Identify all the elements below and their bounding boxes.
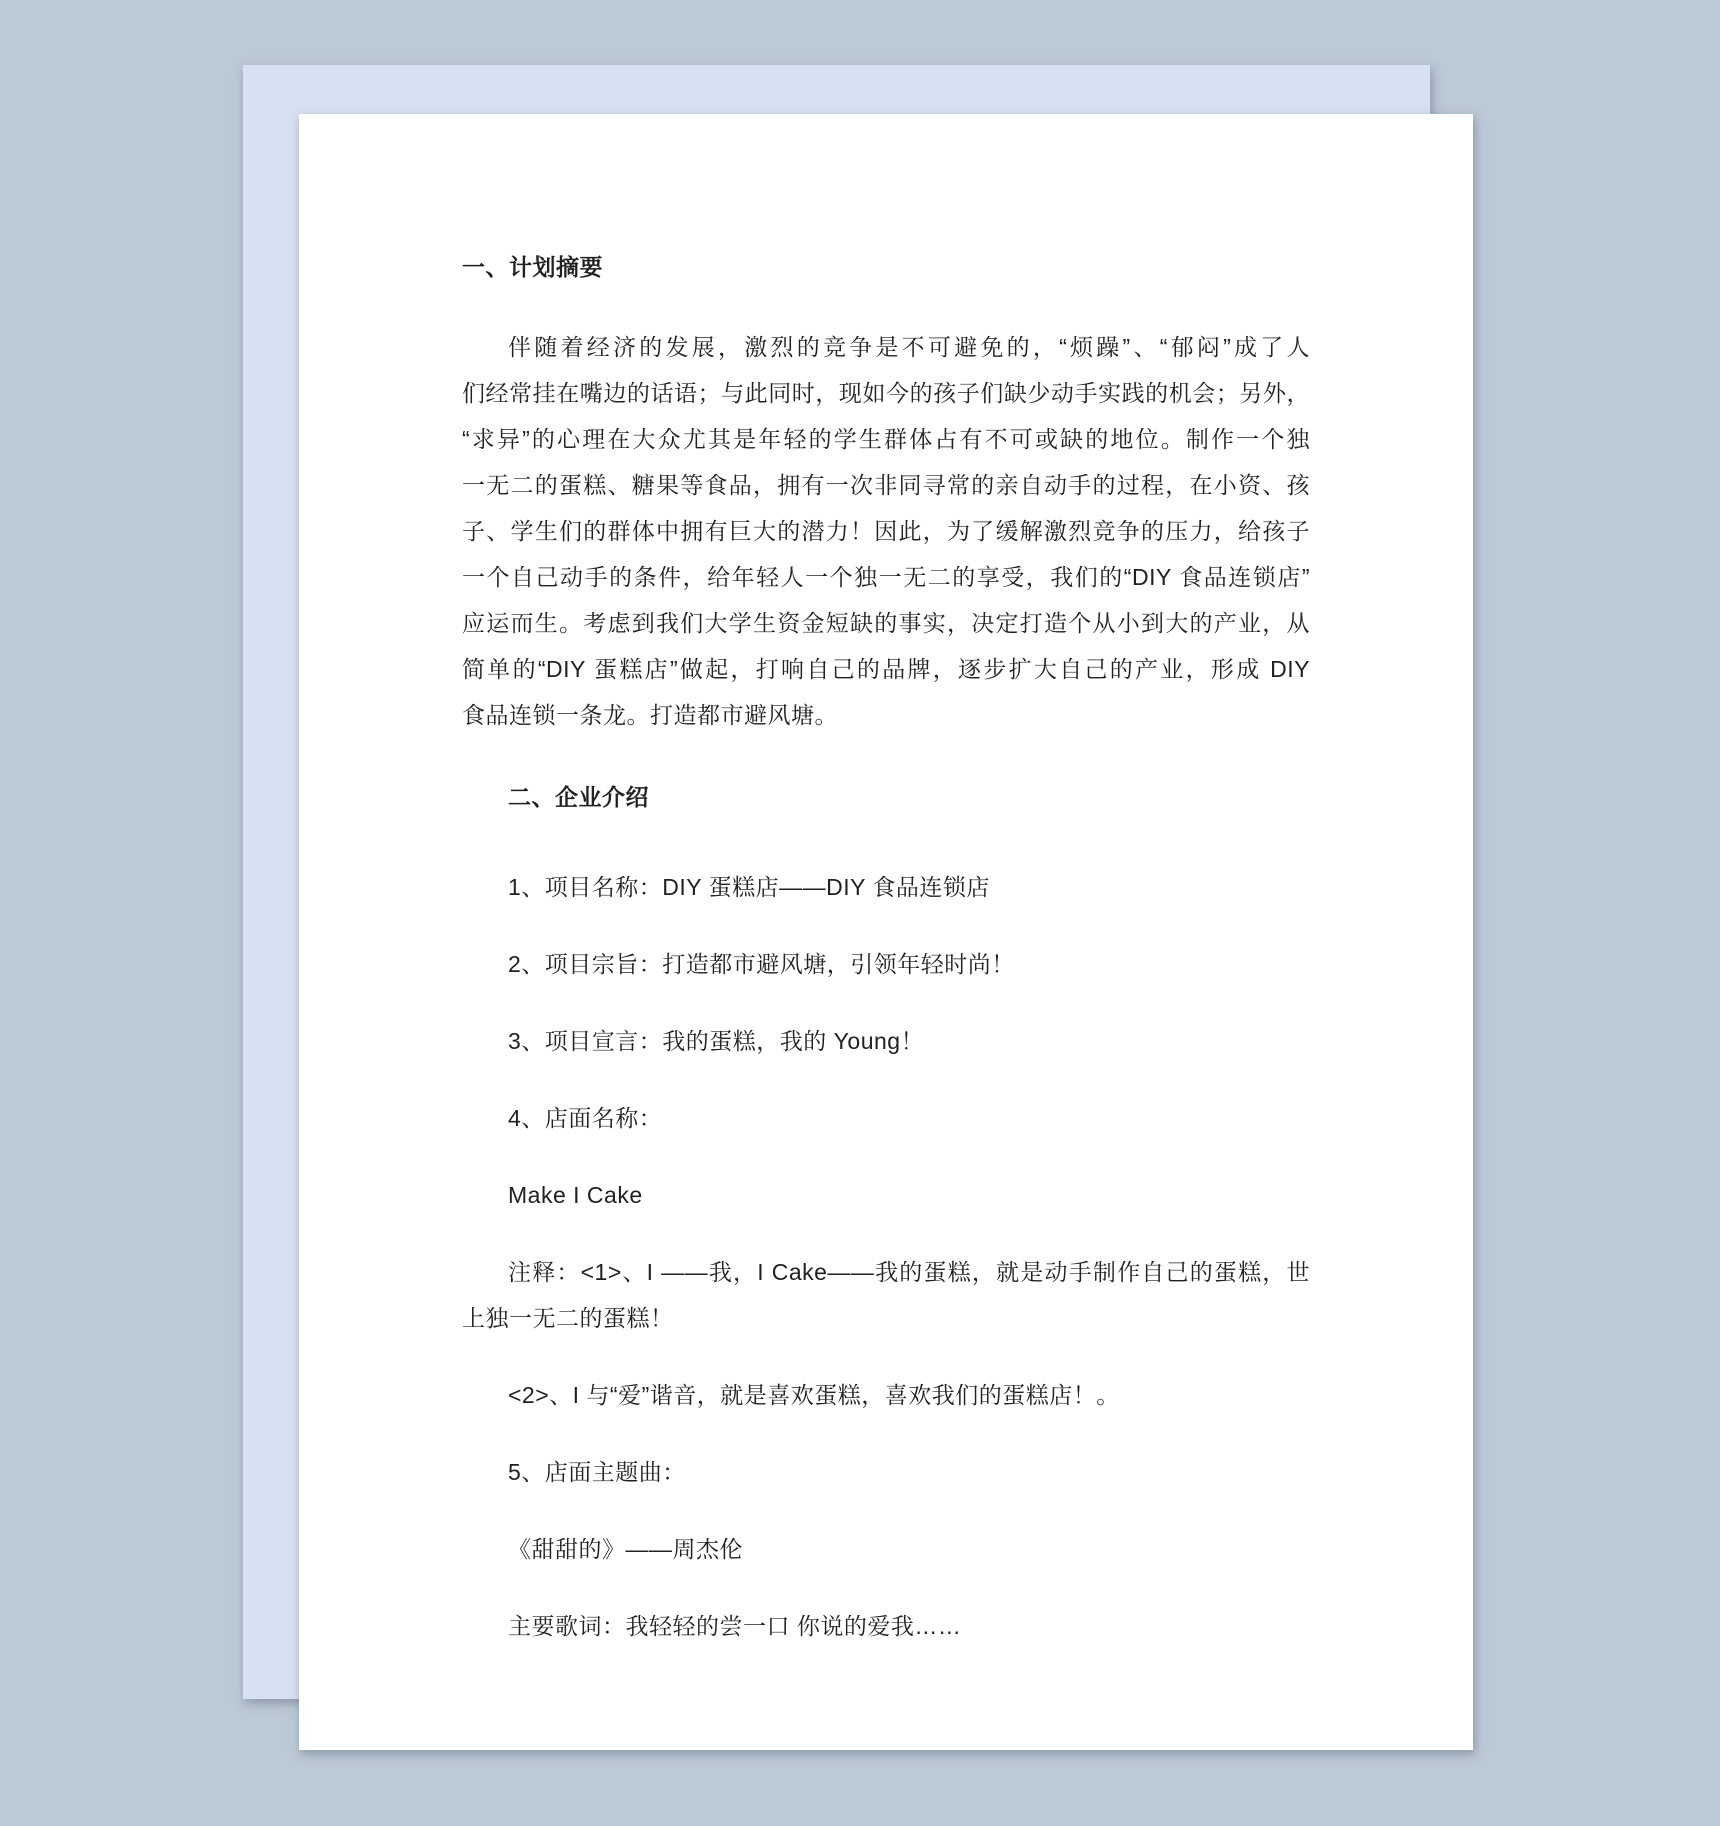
paragraph-line: 一无二的蛋糕、糖果等食品，拥有一次非同寻常的亲自动手的过程，在小资、孩 bbox=[462, 472, 1310, 498]
paragraph-line: 主要歌词：我轻轻的尝一口 你说的爱我…… bbox=[508, 1613, 962, 1639]
paragraph bbox=[462, 1172, 1310, 1218]
paragraph-line: 食品连锁一条龙。打造都市避风塘。 bbox=[462, 702, 838, 728]
section-heading-plan-summary: 一、计划摘要 bbox=[462, 254, 603, 280]
paragraph-line: 伴随着经济的发展，激烈的竞争是不可避免的，“烦躁”、“郁闷”成了人 bbox=[508, 334, 1310, 360]
paragraph bbox=[462, 941, 1310, 987]
section-heading-company-intro: 二、企业介绍 bbox=[508, 784, 649, 810]
paragraph-line: Make I Cake bbox=[508, 1182, 643, 1208]
paragraph-line: 5、店面主题曲： bbox=[508, 1459, 686, 1485]
paragraph-line: 《甜甜的》——周杰伦 bbox=[508, 1536, 743, 1562]
summary-paragraph bbox=[462, 324, 1310, 738]
body-paragraphs bbox=[462, 864, 1310, 1649]
paragraph bbox=[462, 1449, 1310, 1495]
paragraph-line: “求异”的心理在大众尤其是年轻的学生群体占有不可或缺的地位。制作一个独 bbox=[462, 426, 1310, 452]
paragraph-line: 一个自己动手的条件，给年轻人一个独一无二的享受，我们的“DIY 食品连锁店” bbox=[462, 564, 1310, 590]
paragraph-line: 4、店面名称： bbox=[508, 1105, 663, 1131]
paragraph bbox=[462, 1018, 1310, 1064]
paragraph-line: 们经常挂在嘴边的话语；与此同时，现如今的孩子们缺少动手实践的机会；另外， bbox=[462, 380, 1310, 406]
paragraph-line: <2>、I 与“爱”谐音，就是喜欢蛋糕，喜欢我们的蛋糕店！。 bbox=[508, 1382, 1120, 1408]
paragraph-line: 1、项目名称：DIY 蛋糕店——DIY 食品连锁店 bbox=[508, 874, 990, 900]
paragraph-line: 注释：<1>、I ——我，I Cake——我的蛋糕，就是动手制作自己的蛋糕，世 bbox=[508, 1259, 1310, 1285]
paragraph bbox=[462, 1526, 1310, 1572]
paragraph bbox=[462, 864, 1310, 910]
paragraph-line: 2、项目宗旨：打造都市避风塘，引领年轻时尚！ bbox=[508, 951, 1015, 977]
paragraph-line: 3、项目宣言：我的蛋糕，我的 Young！ bbox=[508, 1028, 925, 1054]
paragraph bbox=[462, 1249, 1310, 1341]
paragraph bbox=[462, 1372, 1310, 1418]
paragraph-line: 子、学生们的群体中拥有巨大的潜力！因此，为了缓解激烈竞争的压力，给孩子 bbox=[462, 518, 1310, 544]
paragraph bbox=[462, 1603, 1310, 1649]
paragraph-line: 上独一无二的蛋糕！ bbox=[462, 1305, 674, 1331]
document-content bbox=[462, 244, 1310, 1649]
paragraph bbox=[462, 1095, 1310, 1141]
paragraph-line: 简单的“DIY 蛋糕店”做起，打响自己的品牌，逐步扩大自己的产业，形成 DIY bbox=[462, 656, 1310, 682]
document-page bbox=[299, 114, 1473, 1750]
paragraph-line: 应运而生。考虑到我们大学生资金短缺的事实，决定打造个从小到大的产业，从 bbox=[462, 610, 1310, 636]
